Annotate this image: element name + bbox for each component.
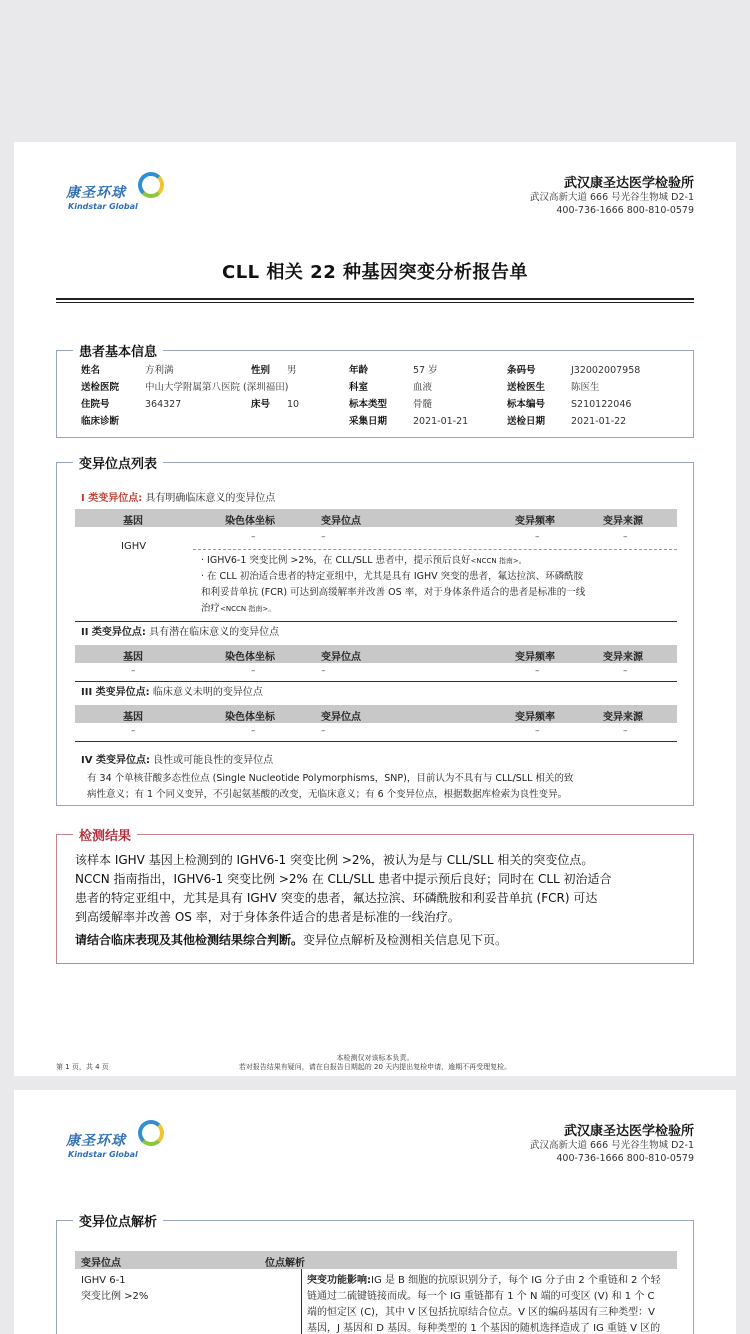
lab-name: 武汉康圣达医学检验所 [563, 176, 694, 191]
results-line: 患者的特定亚组中，尤其是具有 IGHV 突变的患者，氟达拉滨、环磷酰胺和利妥昔单抗 (FCR) 可达 [75, 891, 598, 905]
section-title: 变异位点列表 [73, 453, 163, 472]
class1-note1: · IGHV6-1 突变比例 >2%，在 CLL/SLL 患者中，提示预后良好<NCCN 指南>。 [201, 555, 526, 566]
class3-bottom-rule [75, 741, 677, 742]
class4-heading [81, 755, 273, 767]
results-tail-note: 变异位点解析及检测相关信息见下页。 [303, 933, 508, 947]
class1-note2-line3: 治疗<NCCN 指南>。 [201, 603, 276, 614]
class1-desc: 具有明确临床意义的变异位点 [145, 493, 276, 504]
col-site: 变异位点 [81, 1258, 121, 1269]
lab-info [530, 172, 694, 217]
gender-label: 性别 [251, 365, 271, 376]
table-header: 基因 染色体坐标 变异位点 变异频率 变异来源 [75, 705, 677, 723]
col-analysis: 位点解析 [265, 1258, 305, 1269]
class1-heading [81, 493, 275, 505]
results-note [75, 931, 679, 950]
name-label: 姓名 [81, 365, 101, 376]
dept-label: 科室 [349, 382, 369, 393]
row-divider [193, 549, 677, 550]
barcode-value: J32002007958 [571, 365, 641, 376]
class1-note2-line2: 和利妥昔单抗 (FCR) 可达到高缓解率并改善 OS 率，对于身体条件适合的患者是标准的一线 [201, 587, 586, 598]
table-row: – – – – – [131, 666, 628, 676]
age-label: 年龄 [349, 365, 369, 376]
section-title: 检测结果 [73, 825, 137, 844]
class2-label: II 类变异位点: [81, 627, 146, 638]
results-line: 该样本 IGHV 基因上检测到的 IGHV6-1 突变比例 >2%，被认为是与 CLL/SLL 相关的突变位点。 [75, 853, 594, 867]
kindstar-logo: 康圣环球 Kindstar Global [66, 1120, 176, 1164]
analysis-text: 突变功能影响:IG 是 B 细胞的抗原识别分子，每个 IG 分子由 2 个重链和 2 个轻 链通过二硫键链接而成。每一个 IG 重链都有 1 个 N 端的可变区 (V) 和 1 个 C 端的恒定区 (C)，其中 V 区包括抗原结合位点。V 区的编码基因有三种类型：V 基因，J 基因和 D 基因。每种类型的 1 个基因的随机选择造成了 IG 重链 V 区的 [307, 1275, 661, 1334]
bed-value: 10 [287, 399, 300, 410]
section-title: 变异位点解析 [73, 1211, 163, 1230]
title-divider [56, 298, 694, 300]
patient-info-section [56, 345, 694, 438]
class1-note2-line1: · 在 CLL 初治适合患者的特定亚组中，尤其是具有 IGHV 突变的患者，氟达拉滨、环磷酰胺 [201, 571, 584, 582]
name-value: 方利满 [145, 365, 174, 376]
table-row: – – – – – [131, 726, 628, 736]
results-section [56, 829, 694, 964]
doctor-value: 陈医生 [571, 382, 600, 393]
age-value: 57 岁 [413, 365, 438, 376]
lab-address: 武汉高新大道 666 号光谷生物城 D2-1 [529, 192, 694, 203]
col-gene: 基因 [123, 516, 143, 527]
class1-bottom-rule [75, 621, 677, 622]
collect-date-label: 采集日期 [349, 416, 388, 427]
table-header: 基因 染色体坐标 变异位点 变异频率 变异来源 [75, 645, 677, 663]
hospital-value: 中山大学附属第八医院 (深圳福田) [145, 382, 289, 393]
footer-disclaimer: 本检测仅对该标本负责。 若对报告结果有疑问，请在自报告日期起的 20 天内提出复检申请，逾期不再受理复检。 [238, 1054, 512, 1071]
send-date-value: 2021-01-22 [571, 416, 627, 427]
column-divider [301, 1269, 302, 1334]
class1-gene: IGHV [121, 541, 147, 552]
sample-no-value: S210122046 [571, 399, 632, 410]
section-title: 患者基本信息 [73, 341, 163, 360]
doctor-label: 送检医生 [507, 382, 546, 393]
table-row: – – – – [251, 532, 628, 542]
class4-line2: 病性意义；有 1 个同义变异，不引起氨基酸的改变，无临床意义；有 6 个变异位点，根据数据库检索为良性变异。 [87, 789, 568, 800]
class1-label: I 类变异位点: [81, 493, 143, 504]
results-bold-note: 请结合临床表现及其他检测结果综合判断。 [75, 933, 304, 947]
class4-line1: 有 34 个单核苷酸多态性位点 (Single Nucleotide Polymorphisms，SNP)，目前认为不具有与 CLL/SLL 相关的致 [87, 773, 574, 784]
page-number: 第 1 页，共 4 页 [56, 1063, 109, 1071]
variant-list-section [56, 457, 694, 806]
dept-value: 血液 [413, 382, 433, 393]
logo-ring-icon [138, 1120, 164, 1146]
logo-en-text: Kindstar Global [68, 202, 138, 211]
collect-date-value: 2021-01-21 [413, 416, 469, 427]
sample-type-label: 标本类型 [349, 399, 388, 410]
class3-heading [81, 687, 263, 699]
class4-label: IV 类变异位点: [81, 755, 150, 766]
gender-value: 男 [287, 365, 297, 376]
col-freq: 变异频率 [515, 516, 555, 527]
lab-info: 武汉康圣达医学检验所 武汉高新大道 666 号光谷生物城 D2-1 400-736-1666 800-810-0579 [529, 1124, 694, 1164]
logo-ring-icon [138, 172, 164, 198]
inpatient-label: 住院号 [81, 399, 110, 410]
send-date-label: 送检日期 [507, 416, 546, 427]
results-line: NCCN 指南指出，IGHV6-1 突变比例 >2% 在 CLL/SLL 患者中提示预后良好；同时在 CLL 初治适合 [75, 872, 612, 886]
class3-label: III 类变异位点: [81, 687, 150, 698]
kindstar-logo [66, 172, 176, 216]
hospital-label: 送检医院 [81, 382, 120, 393]
diagnosis-label: 临床诊断 [81, 416, 120, 427]
col-site: 变异位点 [321, 516, 361, 527]
variant-analysis-section [56, 1215, 694, 1334]
analysis-table-header [75, 1251, 677, 1269]
col-source: 变异来源 [603, 516, 643, 527]
analysis-site: IGHV 6-1 突变比例 >2% [81, 1275, 149, 1302]
logo-cn-text: 康圣环球 [66, 185, 126, 201]
bed-label: 床号 [251, 399, 271, 410]
lab-phone: 400-736-1666 800-810-0579 [556, 205, 694, 216]
class2-bottom-rule [75, 681, 677, 682]
title-divider-thin [56, 302, 694, 303]
report-title: CLL 相关 22 种基因突变分析报告单 [222, 262, 528, 283]
results-text [75, 851, 679, 927]
class3-desc: 临床意义未明的变异位点 [152, 687, 263, 698]
barcode-label: 条码号 [507, 365, 536, 376]
inpatient-value: 364327 [145, 399, 182, 410]
sample-type-value: 骨髓 [413, 399, 433, 410]
report-page-1 [14, 142, 736, 1076]
col-coord: 染色体坐标 [225, 516, 275, 527]
class4-desc: 良性或可能良性的变异位点 [153, 755, 274, 766]
class2-heading [81, 627, 279, 639]
class2-desc: 具有潜在临床意义的变异位点 [149, 627, 280, 638]
table-header [75, 509, 677, 527]
report-page-2 [14, 1090, 736, 1334]
sample-no-label: 标本编号 [507, 399, 546, 410]
results-line: 到高缓解率并改善 OS 率，对于身体条件适合的患者是标准的一线治疗。 [75, 910, 460, 924]
